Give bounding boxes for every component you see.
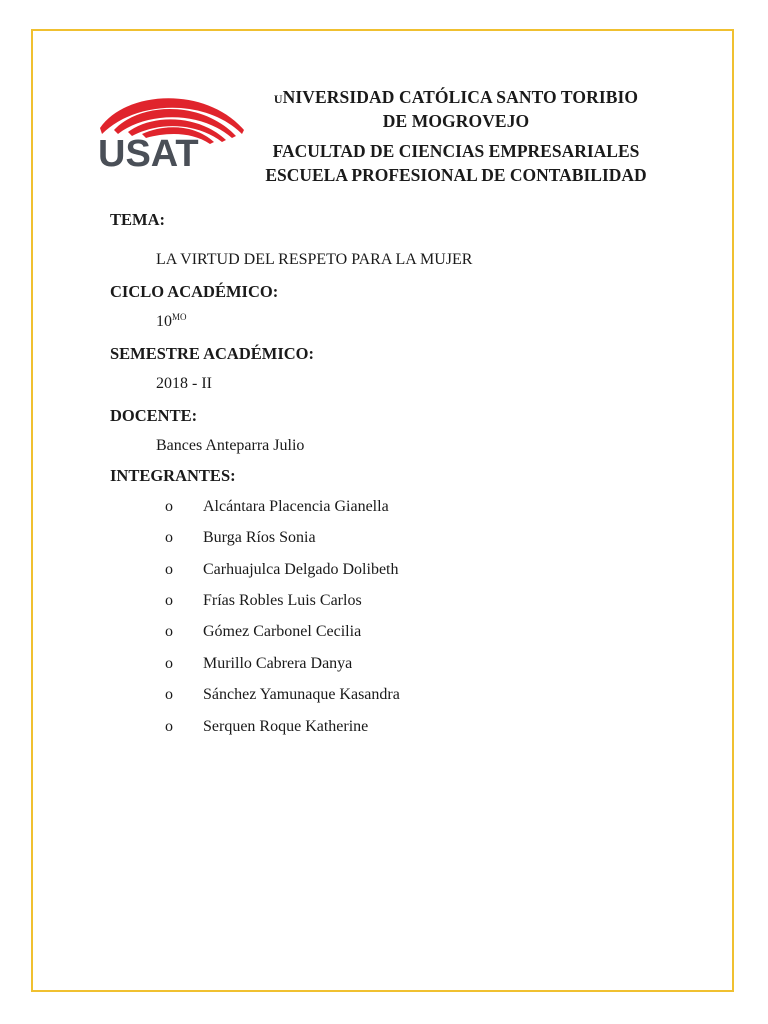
ciclo-number: 10 xyxy=(156,313,172,330)
tema-label: TEMA: xyxy=(110,210,165,229)
tema-value: LA VIRTUD DEL RESPETO PARA LA MUJER xyxy=(156,251,473,268)
bullet: o xyxy=(165,655,173,672)
member-name: Frías Robles Luis Carlos xyxy=(203,592,362,609)
bullet: o xyxy=(165,561,173,578)
school-name: ESCUELA PROFESIONAL DE CONTABILIDAD xyxy=(265,165,647,185)
semestre-label: SEMESTRE ACADÉMICO: xyxy=(110,344,314,363)
ciclo-suffix: MO xyxy=(172,312,187,322)
university-name-line2: DE MOGROVEJO xyxy=(382,111,530,131)
faculty-block xyxy=(246,139,666,187)
bullet: o xyxy=(165,592,173,609)
usat-logo xyxy=(96,84,246,170)
ciclo-label: CICLO ACADÉMICO: xyxy=(110,282,279,301)
ciclo-value xyxy=(156,312,187,331)
logo-text: USAT xyxy=(98,133,199,170)
member-name: Carhuajulca Delgado Dolibeth xyxy=(203,561,399,578)
member-name: Gómez Carbonel Cecilia xyxy=(203,623,362,640)
bullet: o xyxy=(165,686,173,703)
member-name: Sánchez Yamunaque Kasandra xyxy=(203,686,400,703)
university-name-rest: NIVERSIDAD CATÓLICA SANTO TORIBIO xyxy=(282,87,639,107)
university-initial: U xyxy=(273,92,283,106)
semestre-value: 2018 - II xyxy=(156,375,212,392)
bullet: o xyxy=(165,529,173,546)
bullet: o xyxy=(165,623,173,640)
member-name: Alcántara Placencia Gianella xyxy=(203,498,389,515)
docente-label: DOCENTE: xyxy=(110,406,198,425)
bullet: o xyxy=(165,718,173,735)
integrantes-label: INTEGRANTES: xyxy=(110,466,236,485)
docente-value: Bances Anteparra Julio xyxy=(156,437,305,454)
university-name xyxy=(246,86,666,132)
member-name: Burga Ríos Sonia xyxy=(203,529,316,546)
bullet: o xyxy=(165,498,173,515)
member-name: Murillo Cabrera Danya xyxy=(203,655,353,672)
member-name: Serquen Roque Katherine xyxy=(203,718,369,735)
faculty-name: FACULTAD DE CIENCIAS EMPRESARIALES xyxy=(272,141,640,161)
